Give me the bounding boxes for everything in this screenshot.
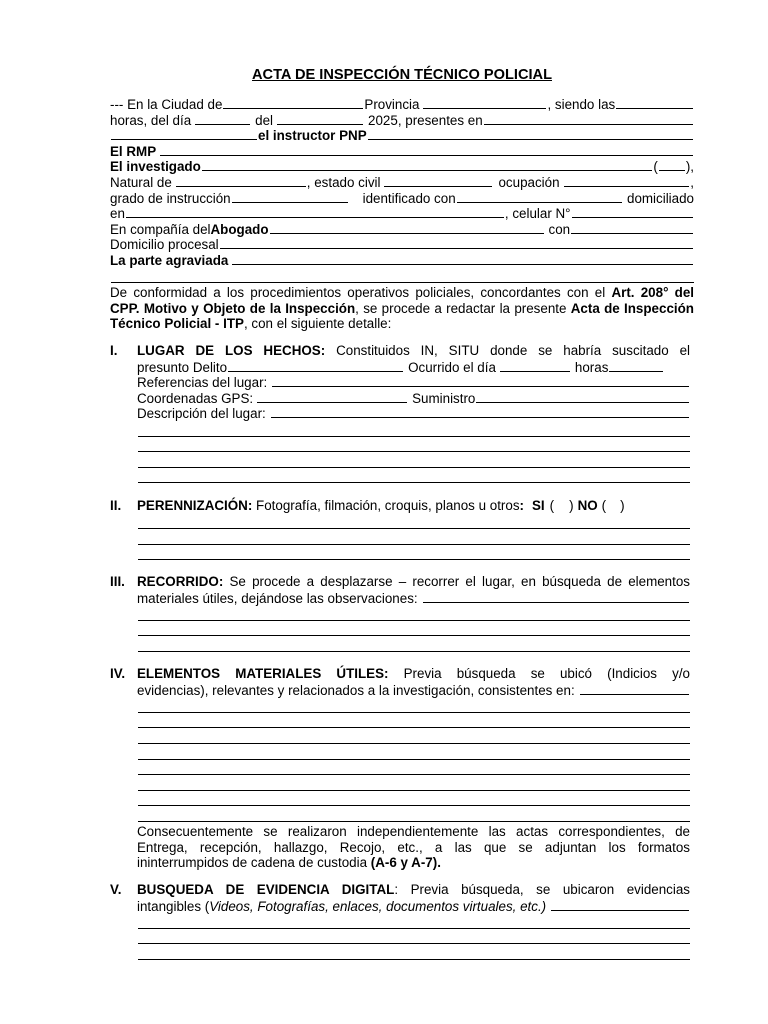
city-field[interactable] xyxy=(223,96,363,109)
section-perennizacion: II. PERENNIZACIÓN: Fotografía, filmación, croquis, planos u otros : SI ( ) NO ( ) xyxy=(110,498,694,560)
description-line[interactable] xyxy=(138,468,690,484)
digital-evidence-line[interactable] xyxy=(138,944,690,960)
supply-field[interactable] xyxy=(476,390,689,403)
rmp-field[interactable] xyxy=(160,143,693,156)
perennizacion-line[interactable] xyxy=(138,514,690,530)
elements-line[interactable] xyxy=(138,806,690,822)
section-recorrido: III. RECORRIDO: Se procede a desplazarse – recorrer el lugar, en búsqueda de elementos materiales útiles, dejándose las observaciones: xyxy=(110,574,694,652)
elements-line[interactable] xyxy=(138,791,690,807)
occupation-field[interactable] xyxy=(564,174,690,187)
header-line-aggrieved: La parte agraviada xyxy=(110,252,694,268)
month-field[interactable] xyxy=(277,112,363,125)
phone-field[interactable] xyxy=(572,205,693,218)
aggrieved-party-field[interactable] xyxy=(232,252,693,265)
elements-line[interactable] xyxy=(138,744,690,760)
header-line-rmp: El RMP xyxy=(110,143,694,159)
section-lugar-hechos: I. LUGAR DE LOS HECHOS: Constituidos IN, SITU donde se habría suscitado el presunto Delito Ocurrido el día horas Referencias del lugar: Coordenadas GPS: Suministro Descripción del lugar: xyxy=(110,343,694,483)
header-line-education: grado de instrucción identificado con domiciliado xyxy=(110,190,694,206)
instructor-name-field[interactable] xyxy=(111,127,257,140)
lawyer-registry-field[interactable] xyxy=(571,221,693,234)
header-line-instructor: el instructor PNP xyxy=(110,127,694,143)
header-line-origin: Natural de , estado civil ocupación , xyxy=(110,174,694,190)
si-checkbox[interactable]: ( xyxy=(549,498,555,513)
header-line-procedural-address: Domicilio procesal xyxy=(110,236,694,252)
description-line[interactable] xyxy=(138,437,690,453)
header-line-investigated: El investigado ( ), xyxy=(110,159,694,175)
observations-line[interactable] xyxy=(138,605,690,621)
time-field[interactable] xyxy=(616,96,693,109)
conformity-paragraph: De conformidad a los procedimientos operativos policiales, concordantes con el Art. 208° del CPP. Motivo y Objeto de la Inspección, se procede a redactar la presente Acta de Inspección Técnico Policial - ITP, con el siguiente detalle: xyxy=(110,285,694,332)
elements-line[interactable] xyxy=(138,760,690,776)
header-line-date: horas, del día del 2025, presentes en xyxy=(110,112,694,128)
perennizacion-line[interactable] xyxy=(138,529,690,545)
description-line[interactable] xyxy=(138,421,690,437)
occurred-day-field[interactable] xyxy=(500,359,570,372)
crime-field[interactable] xyxy=(228,359,403,372)
aggrieved-extra-field[interactable] xyxy=(111,268,694,284)
elements-line[interactable] xyxy=(138,728,690,744)
header-line-city: --- En la Ciudad de Provincia , siendo las xyxy=(110,96,694,112)
instructor-detail-field[interactable] xyxy=(368,127,693,140)
elements-line[interactable] xyxy=(138,775,690,791)
observations-line[interactable] xyxy=(138,636,690,652)
education-field[interactable] xyxy=(232,190,348,203)
description-line[interactable] xyxy=(138,452,690,468)
digital-evidence-field[interactable] xyxy=(551,898,689,911)
observations-line[interactable] xyxy=(138,621,690,637)
header-block xyxy=(110,96,694,332)
description-field[interactable] xyxy=(271,405,689,418)
document-title: ACTA DE INSPECCIÓN TÉCNICO POLICIAL xyxy=(252,67,552,83)
investigated-field[interactable] xyxy=(202,158,653,171)
lawyer-field[interactable] xyxy=(270,221,544,234)
perennizacion-line[interactable] xyxy=(138,545,690,561)
section-elementos-materiales: IV. ELEMENTOS MATERIALES ÚTILES: Previa búsqueda se ubicó (Indicios y/o evidencias), relevantes y relacionados a la investigación, consistentes en: Consecuentemente se realizaron independientemente las actas correspondientes, de Entrega, recepción, hallazgo, Recojo, etc., a las que se adjuntan los formatos ininterrumpidos de cadena de custodia (A-6 y A-7). xyxy=(110,666,690,871)
investigated-age-field[interactable] xyxy=(659,158,685,171)
consequently-paragraph: Consecuentemente se realizaron independientemente las actas correspondientes, de Entrega, recepción, hallazgo, Recojo, etc., a las que se adjuntan los formatos ininterrumpidos de cadena de custodia (A-6 y A-7). xyxy=(137,823,690,871)
present-at-field[interactable] xyxy=(484,112,693,125)
province-field[interactable] xyxy=(423,96,546,109)
origin-field[interactable] xyxy=(176,174,306,187)
identification-field[interactable] xyxy=(457,190,622,203)
digital-evidence-line[interactable] xyxy=(138,929,690,945)
elements-line[interactable] xyxy=(138,697,690,713)
header-line-address: en , celular N° xyxy=(110,205,694,221)
observations-field[interactable] xyxy=(423,590,689,603)
header-line-lawyer: En compañía del Abogado con xyxy=(110,221,694,237)
occurred-hour-field[interactable] xyxy=(609,359,663,372)
elements-field[interactable] xyxy=(580,682,689,695)
section-evidencia-digital: V. BUSQUEDA DE EVIDENCIA DIGITAL: Previa búsqueda, se ubicaron evidencias intangibles ( Videos, Fotografías, enlaces, documentos virtuales, etc.) xyxy=(110,882,694,960)
procedural-address-field[interactable] xyxy=(220,236,693,249)
no-checkbox[interactable]: ( xyxy=(601,498,607,513)
address-field[interactable] xyxy=(126,205,504,218)
references-field[interactable] xyxy=(272,374,689,387)
digital-evidence-line[interactable] xyxy=(138,913,690,929)
civil-status-field[interactable] xyxy=(384,174,492,187)
elements-line[interactable] xyxy=(138,713,690,729)
day-field[interactable] xyxy=(195,112,250,125)
gps-field[interactable] xyxy=(257,390,407,403)
